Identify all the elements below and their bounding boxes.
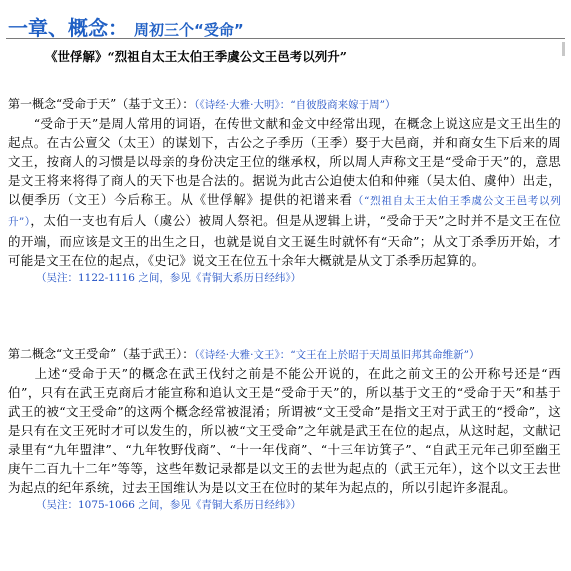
inline-citation: （“烈祖自太王太伯王季虞公文王邑考以列升”） xyxy=(8,195,562,228)
chapter-title xyxy=(8,12,244,40)
editor-note: （吴注：1122-1116 之间，参见《青铜大系历日经纬》） xyxy=(36,272,302,284)
section-first-concept xyxy=(8,95,561,287)
chapter-title-main: 一章、概念： xyxy=(8,16,128,40)
section-second-concept xyxy=(8,345,561,514)
title-divider xyxy=(6,38,565,39)
section-label: 第一概念“受命于天”（基于文王）： xyxy=(8,97,195,111)
book-heading: 《世俘解》“烈祖自太王太伯王季虞公文王邑考以列升” xyxy=(45,49,347,64)
paragraph-text-continued: ，太伯一支也有后人（虞公）被周人祭祀。但是从逻辑上讲，“受命于天”之时并不是文王在位的开端，而应该是文王的出生之日，也就是说自文王诞生时就怀有“天命”；从文丁杀季历开始，才可能是文王在位的起点，《史记》说文王在位五十余年大概就是从文丁杀季历起算的。 xyxy=(8,213,561,268)
section-paragraph: 上述“受命于天”的概念在武王伐纣之前是不能公开说的，在此之前文王的公开称号还是“西伯”，只有在武王克商后才能宣称和追认文王是“受命于天”的，所以基于文王的“受命于天”和基于武王的被“文王受命”的这两个概念经常被混淆；所谓被“文王受命”是指文王对于武王的“授命”，这是只有在文王死时才可以发生的，所以被“文王受命”之年就是武王在位的起点，从这时起，文献记录里有“九年盟津”、“九年牧野伐商”、“十一年伐商”、“十三年访箕子”、“自武王元年己卯至幽王庚午二百九十二年”等等，这些年数记录都是以文王的去世为起点的（武王元年），这个以文王去世为起点的纪年系统，过去王国维认为是以文王在位时的某年为起点的，所以引起许多混乱。 xyxy=(8,366,561,495)
section-heading xyxy=(8,345,561,364)
scrollbar-thumb[interactable] xyxy=(562,42,565,56)
section-heading xyxy=(8,95,561,114)
editor-note: （吴注：1075-1066 之间，参见《青铜大系历日经纬》） xyxy=(36,499,302,511)
section-label: 第二概念“文王受命”（基于武王）： xyxy=(8,347,195,361)
section-citation: （《诗经·大雅·文王》：“文王在上於昭于天周虽旧邦其命维新”） xyxy=(194,349,480,361)
section-paragraph xyxy=(8,114,561,270)
chapter-title-subtitle: 周初三个“受命” xyxy=(134,21,244,39)
paragraph-text: “受命于天”是周人常用的词语，在传世文献和金文中经常出现，在概念上说这应是文王出生的起点。在古公亶父（太王）的谋划下，古公之子季历（王季）娶于大邑商，并和商女生下后来的周文王，按商人的习惯是以母亲的身份决定王位的继承权，所以周人声称文王是“受命于天”的，意思是文王将来将得了商人的天下也是合法的。据说为此古公迫使太伯和仲雍（吴太伯、虞仲）出走，以便季历（文王）今后称王。从《世俘解》提供的祀谱来看 xyxy=(8,116,561,207)
section-citation: （《诗经·大雅·大明》：“自彼殷商来嫁于周”） xyxy=(194,99,396,111)
